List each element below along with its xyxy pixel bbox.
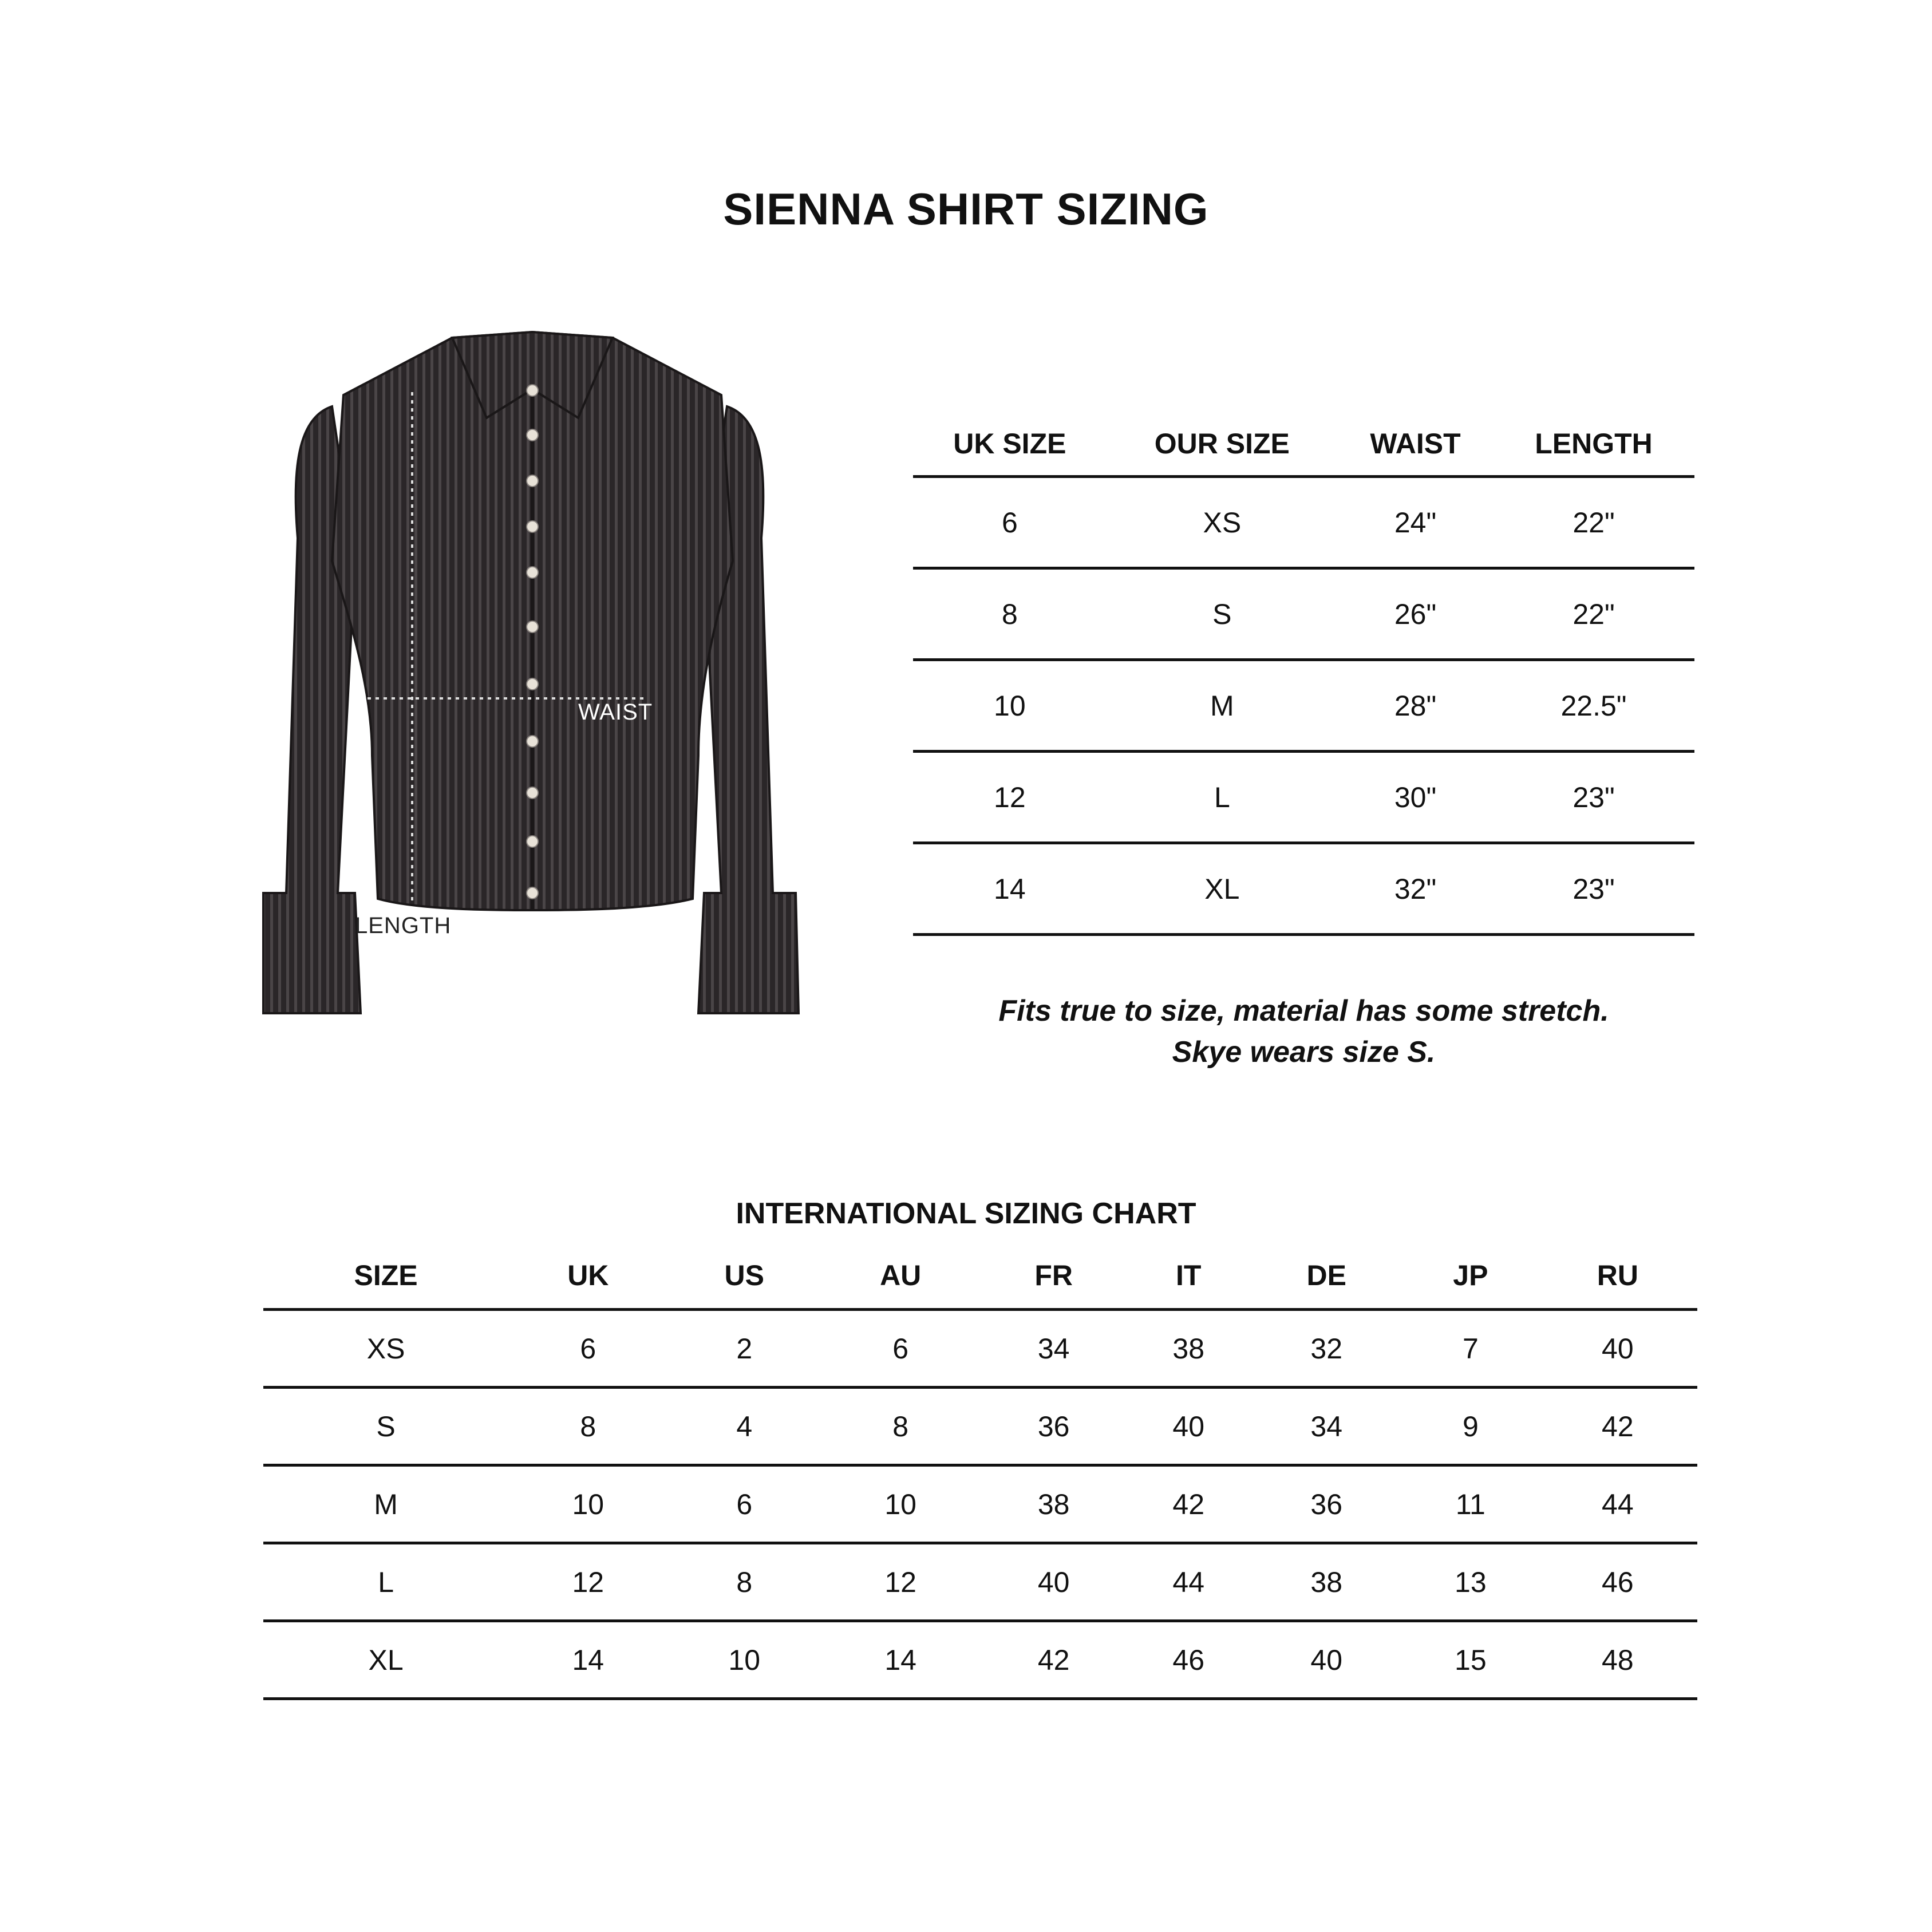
cell-waist: 32" <box>1338 843 1493 935</box>
cell-de: 40 <box>1250 1621 1403 1699</box>
cell-uk: 6 <box>508 1310 667 1388</box>
cell-ru: 40 <box>1538 1310 1697 1388</box>
cell-au: 6 <box>821 1310 980 1388</box>
header-au: AU <box>821 1242 980 1310</box>
cell-au: 8 <box>821 1388 980 1465</box>
cell-au: 12 <box>821 1543 980 1621</box>
fit-note <box>913 990 1694 1073</box>
cell-uk: 12 <box>508 1543 667 1621</box>
cell-it: 40 <box>1127 1388 1250 1465</box>
cell-fr: 38 <box>980 1465 1127 1543</box>
cell-uk: 14 <box>508 1621 667 1699</box>
header-uk: UK <box>508 1242 667 1310</box>
cell-length: 23" <box>1493 843 1694 935</box>
shirt-illustration <box>246 321 819 1025</box>
shirt-image <box>246 321 819 1025</box>
cell-waist: 28" <box>1338 660 1493 752</box>
header-de: DE <box>1250 1242 1403 1310</box>
table-row <box>913 477 1694 568</box>
cell-uk: 8 <box>508 1388 667 1465</box>
cell-it: 44 <box>1127 1543 1250 1621</box>
table-row <box>263 1310 1697 1388</box>
cell-jp: 9 <box>1403 1388 1538 1465</box>
cell-uk: 10 <box>508 1465 667 1543</box>
header-our-size: OUR SIZE <box>1107 412 1338 477</box>
table-row <box>263 1465 1697 1543</box>
cell-au: 14 <box>821 1621 980 1699</box>
cell-ru: 48 <box>1538 1621 1697 1699</box>
header-jp: JP <box>1403 1242 1538 1310</box>
cell-us: 2 <box>667 1310 821 1388</box>
cell-jp: 13 <box>1403 1543 1538 1621</box>
cell-de: 36 <box>1250 1465 1403 1543</box>
cell-us: 8 <box>667 1543 821 1621</box>
header-us: US <box>667 1242 821 1310</box>
header-size: SIZE <box>263 1242 508 1310</box>
table-row <box>913 568 1694 660</box>
cell-ru: 42 <box>1538 1388 1697 1465</box>
cell-our-size: S <box>1107 568 1338 660</box>
cell-au: 10 <box>821 1465 980 1543</box>
cell-de: 32 <box>1250 1310 1403 1388</box>
header-waist: WAIST <box>1338 412 1493 477</box>
fit-note-line-1: Fits true to size, material has some stretch. <box>998 994 1609 1028</box>
cell-de: 38 <box>1250 1543 1403 1621</box>
cell-our-size: XS <box>1107 477 1338 568</box>
cell-size: L <box>263 1543 508 1621</box>
cell-size: XL <box>263 1621 508 1699</box>
cell-waist: 26" <box>1338 568 1493 660</box>
table-row <box>263 1621 1697 1699</box>
table-row <box>263 1543 1697 1621</box>
cell-our-size: L <box>1107 752 1338 843</box>
cell-uk-size: 12 <box>913 752 1107 843</box>
fit-note-line-2: Skye wears size S. <box>1172 1036 1436 1069</box>
cell-fr: 40 <box>980 1543 1127 1621</box>
header-uk-size: UK SIZE <box>913 412 1107 477</box>
size-table <box>913 412 1694 936</box>
cell-us: 6 <box>667 1465 821 1543</box>
cell-us: 10 <box>667 1621 821 1699</box>
cell-waist: 24" <box>1338 477 1493 568</box>
header-fr: FR <box>980 1242 1127 1310</box>
cell-our-size: M <box>1107 660 1338 752</box>
table-row <box>913 660 1694 752</box>
table-row <box>263 1388 1697 1465</box>
cell-jp: 7 <box>1403 1310 1538 1388</box>
cell-uk-size: 8 <box>913 568 1107 660</box>
header-length: LENGTH <box>1493 412 1694 477</box>
cell-jp: 15 <box>1403 1621 1538 1699</box>
table-row <box>913 843 1694 935</box>
page-title: SIENNA SHIRT SIZING <box>723 184 1209 234</box>
cell-length: 22.5" <box>1493 660 1694 752</box>
header-ru: RU <box>1538 1242 1697 1310</box>
table-row <box>913 752 1694 843</box>
cell-waist: 30" <box>1338 752 1493 843</box>
cell-it: 46 <box>1127 1621 1250 1699</box>
cell-it: 42 <box>1127 1465 1250 1543</box>
international-chart-title: INTERNATIONAL SIZING CHART <box>736 1197 1196 1230</box>
cell-ru: 46 <box>1538 1543 1697 1621</box>
cell-fr: 36 <box>980 1388 1127 1465</box>
cell-it: 38 <box>1127 1310 1250 1388</box>
header-it: IT <box>1127 1242 1250 1310</box>
cell-jp: 11 <box>1403 1465 1538 1543</box>
cell-uk-size: 6 <box>913 477 1107 568</box>
cell-size: M <box>263 1465 508 1543</box>
size-table-header-row <box>913 412 1694 477</box>
cell-fr: 42 <box>980 1621 1127 1699</box>
cell-length: 22" <box>1493 568 1694 660</box>
cell-ru: 44 <box>1538 1465 1697 1543</box>
length-label: LENGTH <box>355 913 452 938</box>
cell-uk-size: 14 <box>913 843 1107 935</box>
cell-length: 22" <box>1493 477 1694 568</box>
international-sizing-table <box>263 1242 1697 1700</box>
intl-header-row <box>263 1242 1697 1310</box>
cell-size: S <box>263 1388 508 1465</box>
cell-fr: 34 <box>980 1310 1127 1388</box>
cell-length: 23" <box>1493 752 1694 843</box>
cell-us: 4 <box>667 1388 821 1465</box>
cell-uk-size: 10 <box>913 660 1107 752</box>
cell-our-size: XL <box>1107 843 1338 935</box>
cell-de: 34 <box>1250 1388 1403 1465</box>
cell-size: XS <box>263 1310 508 1388</box>
waist-label: WAIST <box>578 700 653 725</box>
